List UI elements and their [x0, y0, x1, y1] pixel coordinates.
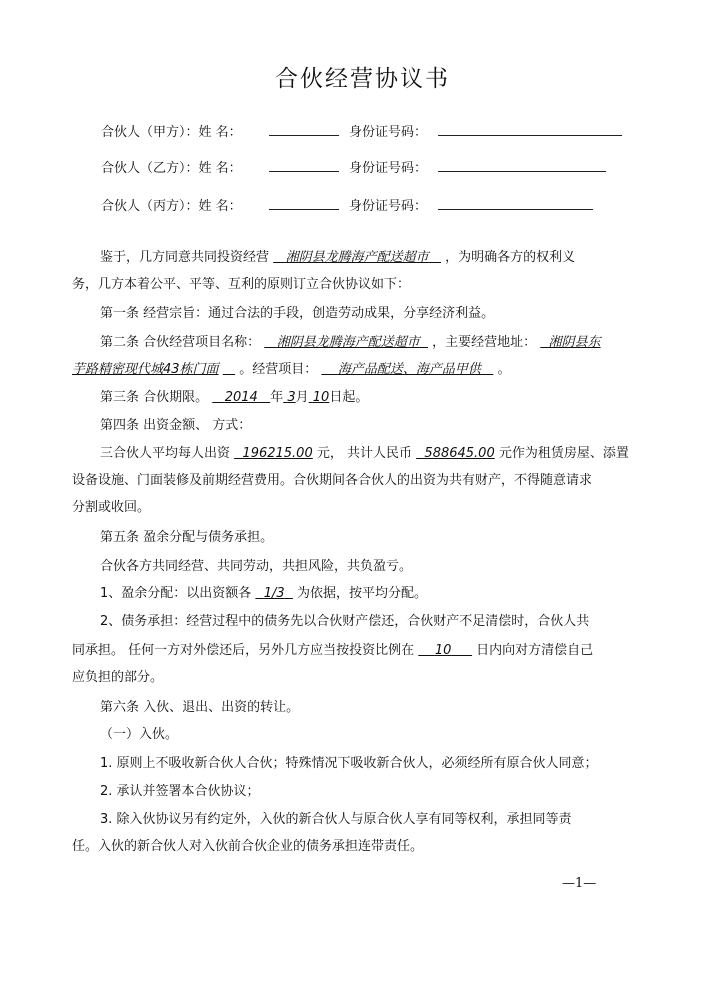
business-items: 海产品配送、海产品甲供	[337, 362, 481, 377]
article-3-text: 年	[270, 390, 284, 405]
article-4-title: 第四条 出资金额、 方式：	[100, 418, 252, 433]
article-4-text: 三合伙人平均每人出资	[100, 446, 231, 461]
article-5-intro: 合伙各方共同经营、共同劳动，共担风险，共负盈亏。	[100, 559, 413, 574]
intro-text: 鉴于，几方同意共同投资经营	[100, 250, 270, 265]
article-6-title: 第六条 入伙、退出、出资的转让。	[100, 700, 300, 715]
article-4-line-3: 分割或收回。	[72, 500, 151, 515]
article-4-text: 元， 共计人民币	[316, 446, 413, 461]
article-5-2-line-3: 应负担的部分。	[72, 670, 164, 685]
article-5-1	[100, 586, 690, 602]
article-3-text: 日起。	[329, 390, 369, 405]
party-name-label: 合伙人（丙方）：姓 名：	[101, 199, 242, 214]
party-id-blank[interactable]	[438, 195, 593, 210]
article-4-line-1	[100, 446, 690, 462]
article-2-text: 第二条 合伙经营项目名称：	[100, 335, 261, 350]
business-name: 湘阴县龙腾海产配送超市	[285, 250, 429, 265]
party-id-label: 身份证号码：	[349, 199, 428, 214]
article-5-title: 第五条 盈余分配与债务承担。	[100, 530, 274, 545]
term-day: 10	[312, 390, 330, 405]
article-3	[100, 390, 690, 406]
party-name-blank[interactable]	[269, 121, 339, 136]
document-title: 合伙经营协议书	[275, 66, 450, 92]
party-name-blank[interactable]	[269, 157, 339, 172]
repay-days: 10	[434, 643, 452, 658]
article-6-item-3-line-1: 3. 除入伙协议另有约定外，入伙的新合伙人与原合伙人享有同等权利，承担同等责	[100, 812, 572, 827]
party-id-label: 身份证号码：	[349, 161, 428, 176]
article-4-text: 元作为租赁房屋、添置	[498, 446, 629, 461]
intro-line-1	[100, 250, 690, 266]
article-6-item-1: 1. 原则上不吸收新合伙人合伙；特殊情况下吸收新合伙人，必须经所有原合伙人同意；	[100, 756, 598, 771]
party-name-label: 合伙人（甲方）：姓 名：	[101, 125, 242, 140]
article-5-text: 同承担。 任何一方对外偿还后，另外几方应当按投资比例在	[72, 643, 415, 658]
intro-line-2: 务，几方本着公平、平等、互利的原则订立合伙协议如下：	[72, 277, 411, 292]
article-4-line-2: 设备设施、门面装修及前期经营费用。合伙期间各合伙人的出资为共有财产，不得随意请求	[72, 473, 593, 488]
address-part-2: 芋路精密现代城43栋门面	[72, 362, 219, 377]
party-id-blank[interactable]	[438, 121, 622, 136]
article-3-text: 第三条 合伙期限。	[100, 390, 209, 405]
article-6-item-2: 2. 承认并签署本合伙协议；	[100, 784, 260, 799]
party-name-blank[interactable]	[269, 195, 339, 210]
address-pad	[223, 362, 235, 377]
intro-text: ，为明确各方的权利义	[445, 250, 576, 265]
article-2-line-2	[72, 362, 662, 378]
article-5-2-line-1: 2、债务承担：经营过程中的债务先以合伙财产偿还，合伙财产不足清偿时，合伙人共	[100, 614, 590, 629]
article-5-text: 1、盈余分配：以出资额各	[100, 586, 252, 601]
article-2-text: ，主要经营地址：	[432, 335, 537, 350]
term-month: 3	[287, 390, 296, 405]
term-year: 2014	[224, 390, 258, 405]
article-5-2-line-2	[72, 643, 662, 659]
article-6-subsection: （一）入伙。	[100, 727, 179, 742]
party-id-blank[interactable]	[438, 157, 606, 172]
article-2-line-1	[100, 335, 690, 351]
address-part-1: 湘阴县东	[548, 335, 601, 350]
capital-total: 588645.00	[424, 446, 495, 461]
page-number: —1—	[562, 876, 597, 891]
capital-each: 196215.00	[242, 446, 313, 461]
article-5-text: 日内向对方清偿自己	[476, 643, 594, 658]
article-2-text: 。经营项目：	[239, 362, 318, 377]
project-name: 湘阴县龙腾海产配送超市	[276, 335, 420, 350]
profit-ratio: 1/3	[263, 586, 285, 601]
article-1: 第一条 经营宗旨：通过合法的手段，创造劳动成果，分享经济利益。	[100, 306, 495, 321]
party-id-label: 身份证号码：	[349, 125, 428, 140]
article-6-item-3-line-2: 任。入伙的新合伙人对入伙前合伙企业的债务承担连带责任。	[72, 839, 424, 854]
article-2-text: 。	[497, 362, 511, 377]
party-name-label: 合伙人（乙方）：姓 名：	[101, 161, 242, 176]
article-3-text: 月	[295, 390, 309, 405]
article-5-text: 为依据，按平均分配。	[297, 586, 428, 601]
